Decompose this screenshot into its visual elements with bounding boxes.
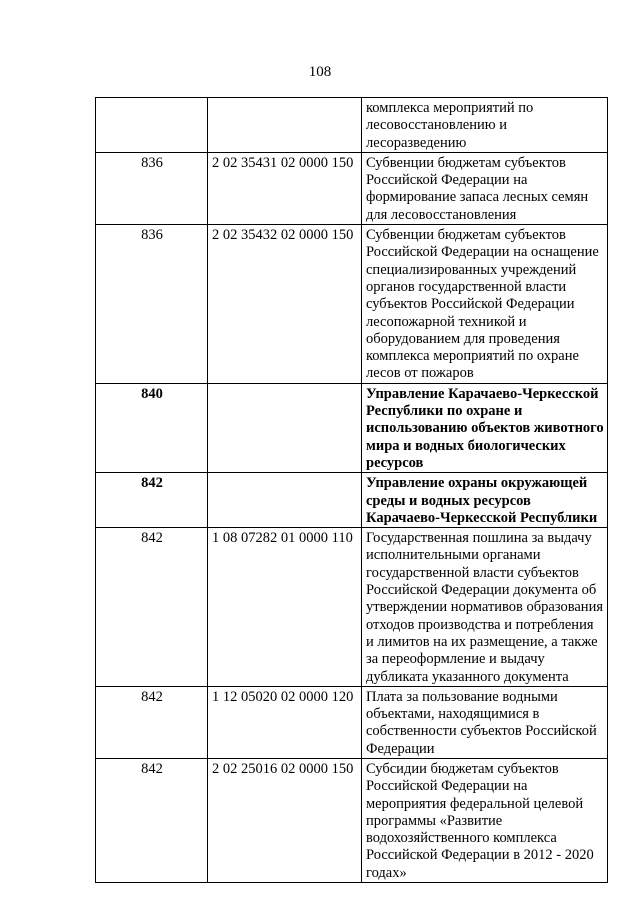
admin-code-cell: 836: [96, 225, 208, 384]
page-number: 108: [308, 64, 332, 80]
table-row: [96, 98, 608, 153]
table-row: [96, 686, 608, 758]
revenue-name-cell: Управление охраны окружающей среды и водных ресурсов Карачаево-Черкесской Республики: [362, 473, 608, 528]
revenue-name-cell: Государственная пошлина за выдачу исполнительными органами государственной власти субъектов Российской Федерации документа об утверждении нормативов образования отходов производства и потребления и лимитов на их размещение, а также за переоформление и выдачу дубликата указанного документа: [362, 528, 608, 687]
budget-code-cell: 1 08 07282 01 0000 110: [208, 528, 362, 687]
table-row: [96, 758, 608, 882]
table-row: [96, 152, 608, 224]
revenue-name-cell: Субвенции бюджетам субъектов Российской Федерации на формирование запаса лесных семян для лесовосстановления: [362, 152, 608, 224]
revenue-name-cell: Субсидии бюджетам субъектов Российской Федерации на мероприятия федеральной целевой программы «Развитие водохозяйственного комплекса Российской Федерации в 2012 - 2020 годах»: [362, 758, 608, 882]
budget-code-cell: 2 02 35431 02 0000 150: [208, 152, 362, 224]
revenue-name-cell: Управление Карачаево-Черкесской Республики по охране и использованию объектов животного мира и водных биологических ресурсов: [362, 383, 608, 472]
budget-classification-table: [95, 97, 608, 883]
revenue-name-cell: Плата за пользование водными объектами, находящимися в собственности субъектов Российской Федерации: [362, 686, 608, 758]
budget-code-cell: 2 02 25016 02 0000 150: [208, 758, 362, 882]
budget-code-cell: [208, 98, 362, 153]
revenue-name-cell: Субвенции бюджетам субъектов Российской Федерации на оснащение специализированных учреждений органов государственной власти субъектов Российской Федерации лесопожарной техникой и оборудованием для проведения комплекса мероприятий по охране лесов от пожаров: [362, 225, 608, 384]
admin-code-cell: 842: [96, 686, 208, 758]
admin-code-cell: 840: [96, 383, 208, 472]
revenue-name-cell: комплекса мероприятий по лесовосстановлению и лесоразведению: [362, 98, 608, 153]
budget-code-cell: [208, 473, 362, 528]
table-row: [96, 383, 608, 472]
table-row: [96, 225, 608, 384]
budget-code-cell: 2 02 35432 02 0000 150: [208, 225, 362, 384]
admin-code-cell: [96, 98, 208, 153]
budget-code-cell: 1 12 05020 02 0000 120: [208, 686, 362, 758]
admin-code-cell: 842: [96, 758, 208, 882]
budget-code-cell: [208, 383, 362, 472]
admin-code-cell: 836: [96, 152, 208, 224]
admin-code-cell: 842: [96, 528, 208, 687]
table-row: [96, 473, 608, 528]
table-row: [96, 528, 608, 687]
admin-code-cell: 842: [96, 473, 208, 528]
